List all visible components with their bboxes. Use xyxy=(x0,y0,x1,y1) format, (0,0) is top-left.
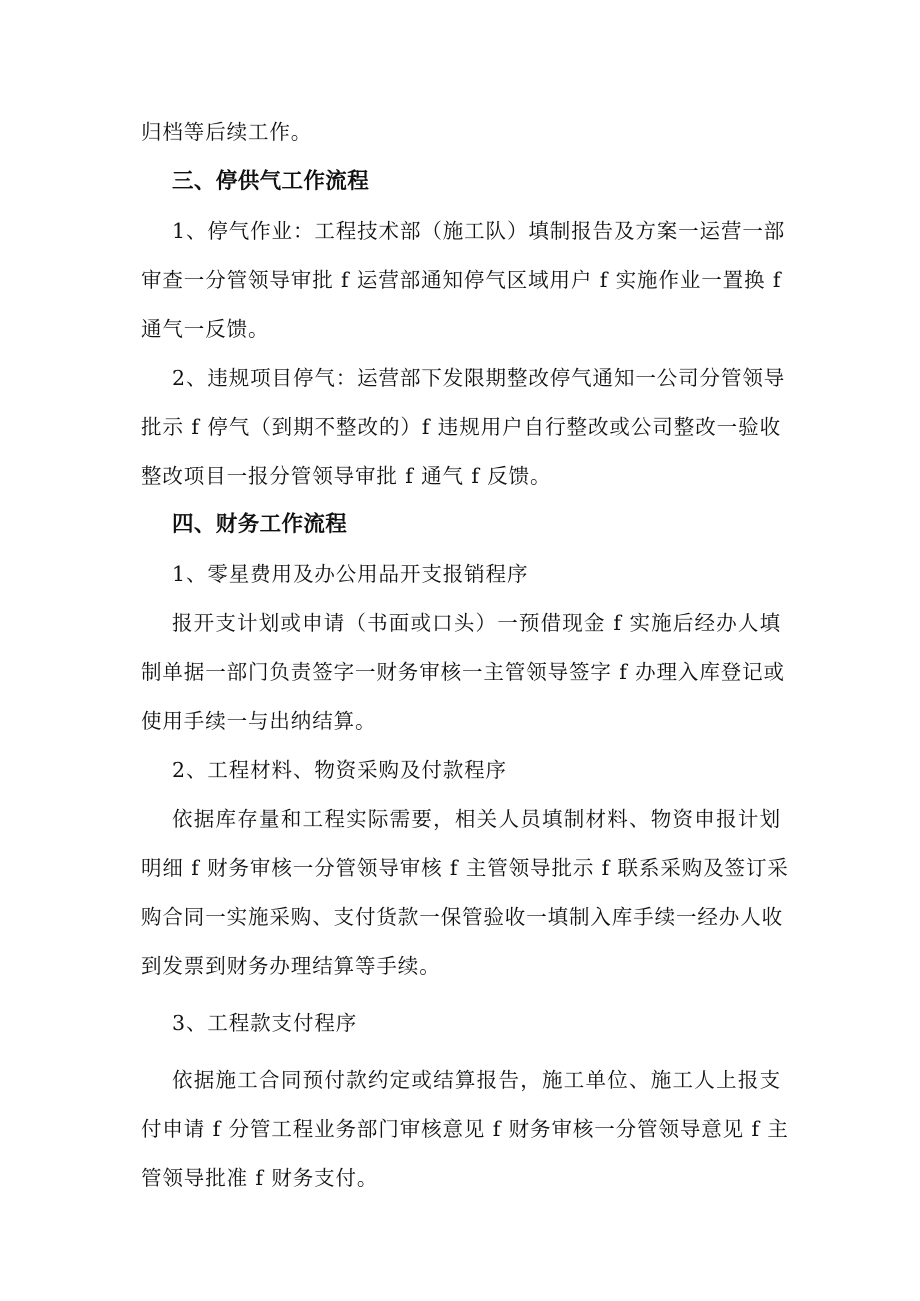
body-text-line: 管领导批准 f 财务支付。 xyxy=(141,1166,379,1190)
subsection-heading: 2、工程材料、物资采购及付款程序 xyxy=(172,758,507,782)
body-text-line: 审查一分管领导审批 f 运营部通知停气区域用户 f 实施作业一置换 f xyxy=(141,268,782,292)
body-text-line: 批示 f 停气（到期不整改的）f 违规用户自行整改或公司整改一验收 xyxy=(141,415,781,439)
section-heading: 三、停供气工作流程 xyxy=(172,169,370,194)
body-text-line: 报开支计划或申请（书面或口头）一预借现金 f 实施后经办人填 xyxy=(172,611,781,635)
subsection-heading: 3、工程款支付程序 xyxy=(172,1011,358,1035)
body-text-line: 2、违规项目停气：运营部下发限期整改停气通知一公司分管领导 xyxy=(172,366,786,390)
body-text-line: 制单据一部门负责签字一财务审核一主管领导签字 f 办理入库登记或 xyxy=(141,660,785,684)
body-text-line: 归档等后续工作。 xyxy=(141,120,313,144)
body-text-line: 购合同一实施采购、支付货款一保管验收一填制入库手续一经办人收 xyxy=(141,905,783,929)
body-text-line: 依据库存量和工程实际需要，相关人员填制材料、物资申报计划 xyxy=(172,807,781,831)
body-text-line: 通气一反馈。 xyxy=(141,317,270,341)
body-text-line: 1、停气作业：工程技术部（施工队）填制报告及方案一运营一部 xyxy=(172,219,786,243)
body-text-line: 依据施工合同预付款约定或结算报告，施工单位、施工人上报支 xyxy=(172,1068,781,1092)
body-text-line: 到发票到财务办理结算等手续。 xyxy=(141,954,441,978)
body-text-line: 明细 f 财务审核一分管领导审核 f 主管领导批示 f 联系采购及签订采 xyxy=(141,856,789,880)
body-text-line: 付申请 f 分管工程业务部门审核意见 f 财务审核一分管领导意见 f 主 xyxy=(141,1117,789,1141)
subsection-heading: 1、零星费用及办公用品开支报销程序 xyxy=(172,562,529,586)
body-text-line: 使用手续一与出纳结算。 xyxy=(141,709,377,733)
body-text-line: 整改项目一报分管领导审批 f 通气 f 反馈。 xyxy=(141,464,552,488)
section-heading: 四、财务工作流程 xyxy=(172,512,348,537)
